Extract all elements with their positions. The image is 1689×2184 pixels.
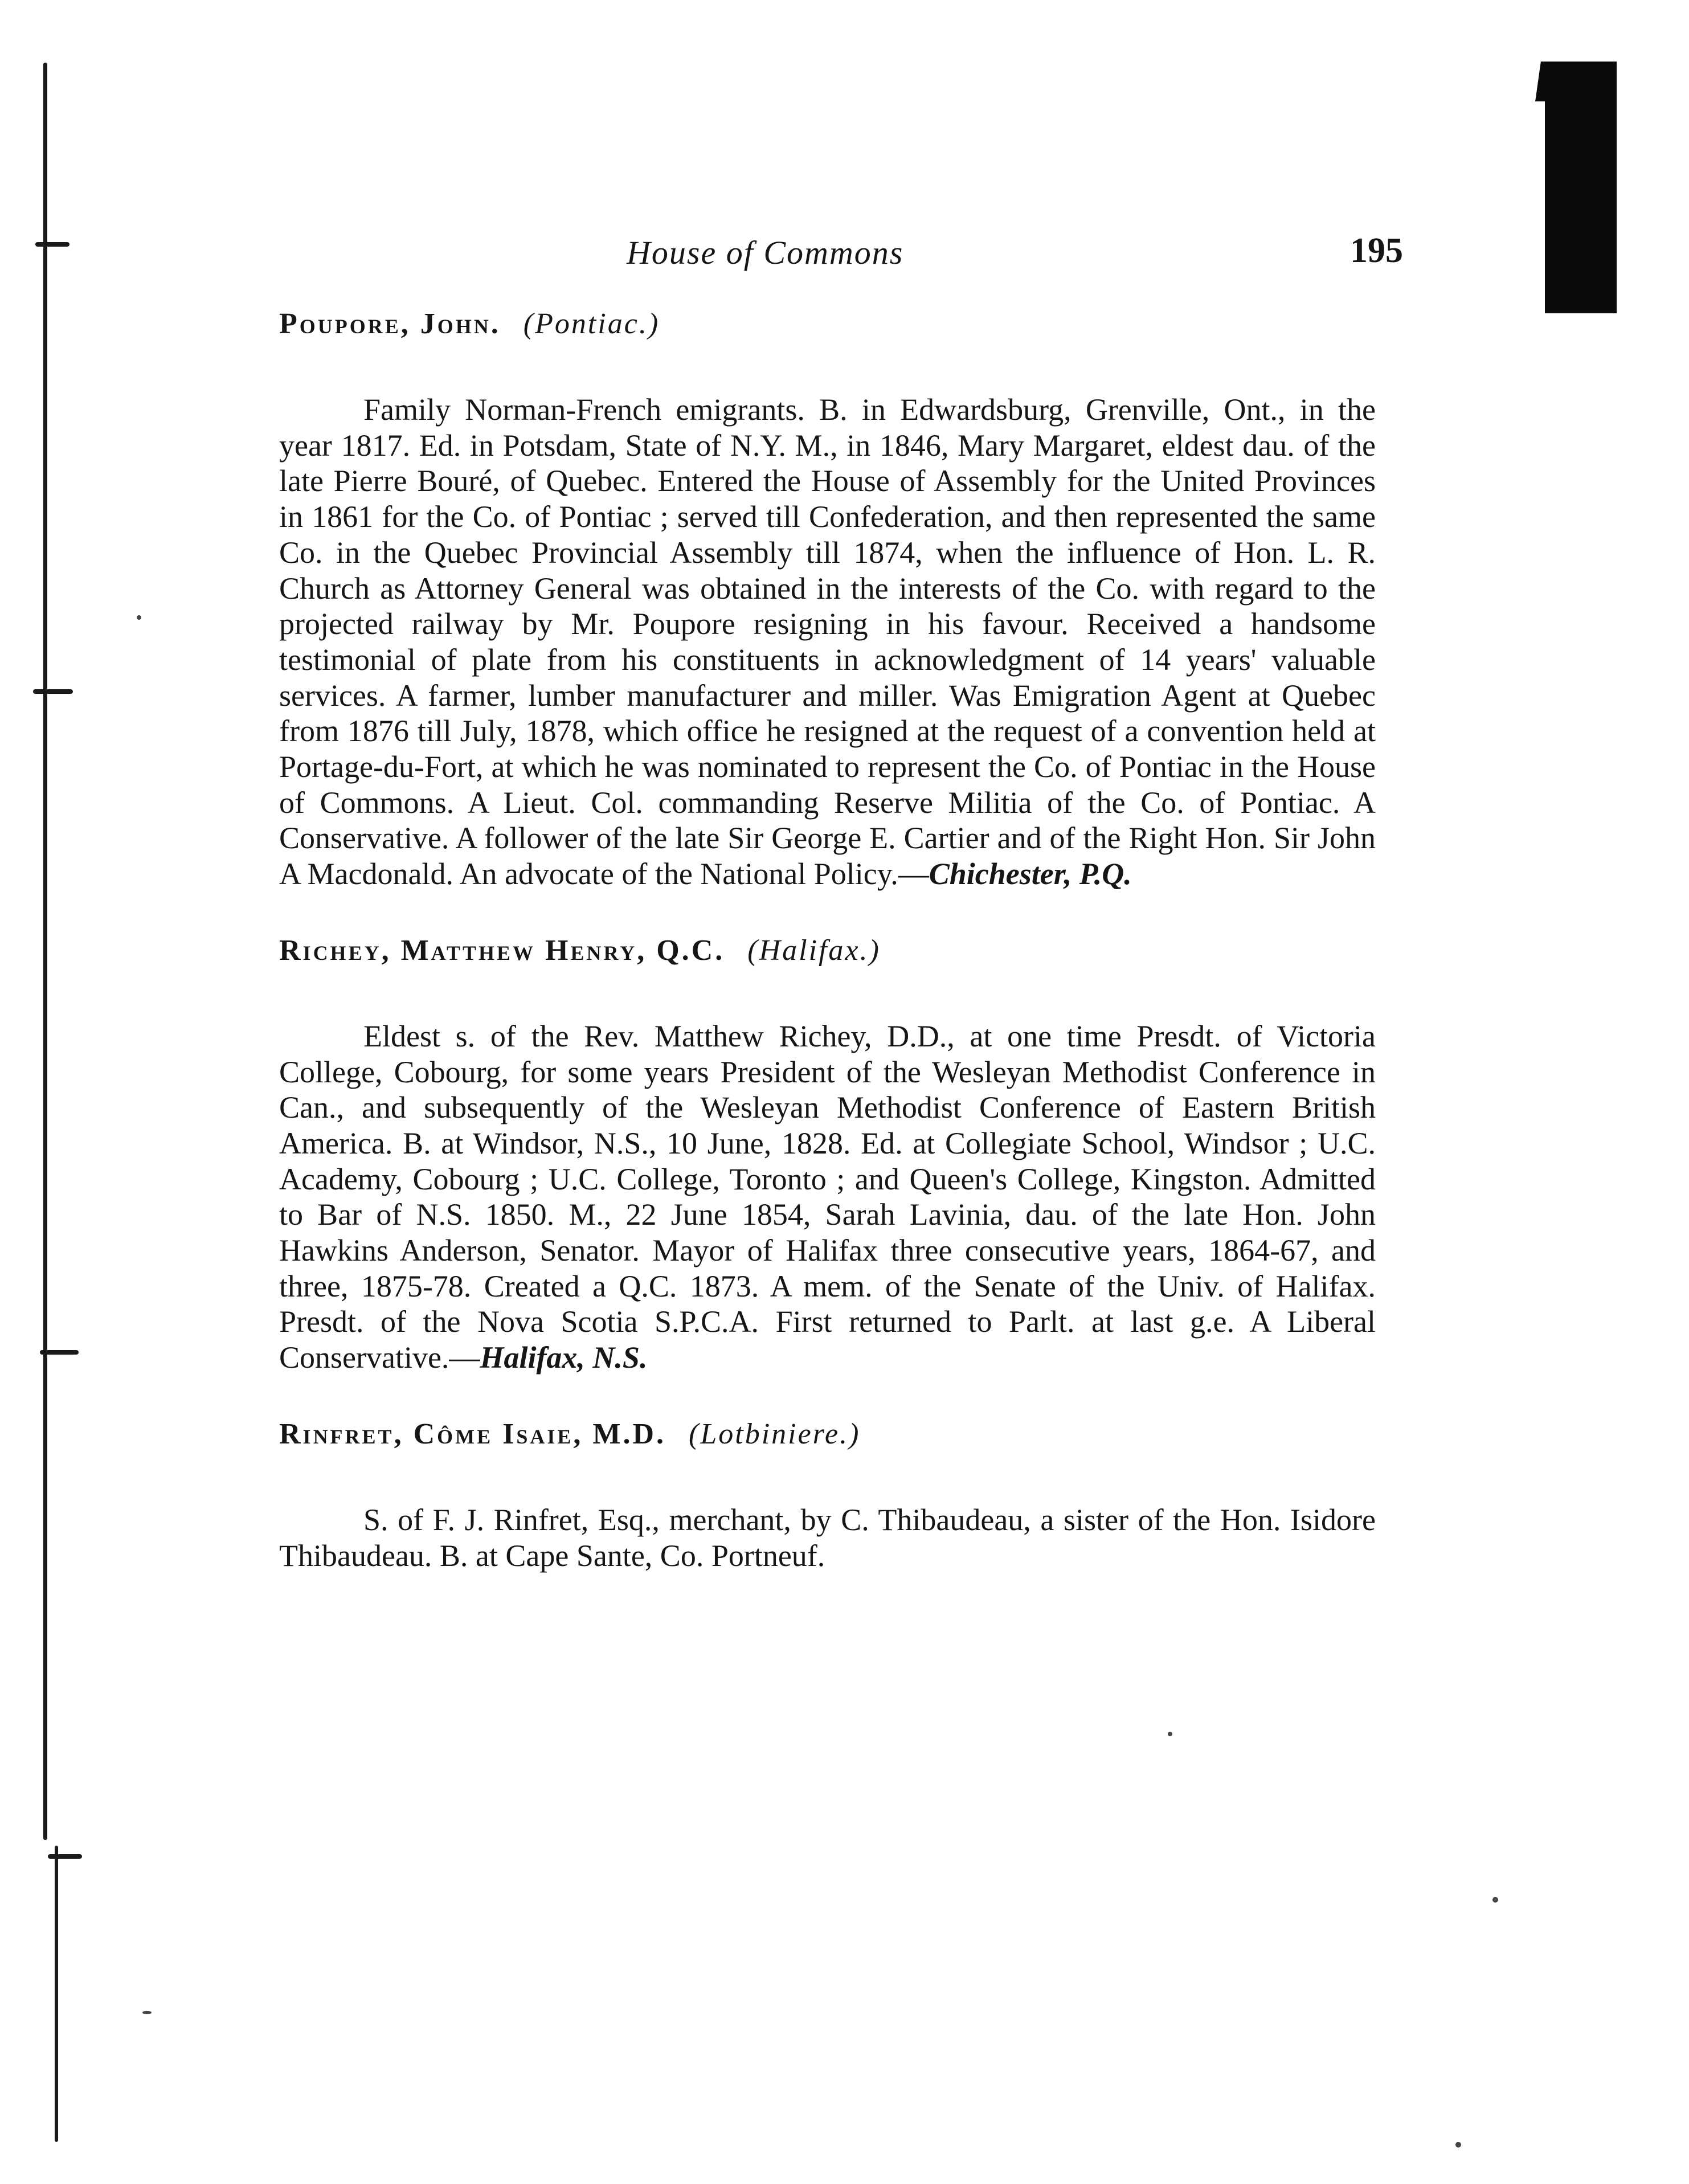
biography-entry-poupore (279, 302, 1376, 892)
entry-body (279, 392, 1376, 892)
entry-heading (279, 1412, 1376, 1457)
binding-tick (48, 1854, 82, 1859)
entry-residence: Chichester, P.Q. (929, 857, 1132, 891)
binding-tick (35, 242, 69, 247)
entry-text: Family Norman-French emigrants. B. in Edwardsburg, Grenville, Ont., in the year 1817. Ed. in Potsdam, State of N.Y. M., in 1846, Mary Margaret, eldest dau. of the late Pierre Bouré, of Quebec. Entered the House of Assembly for the United Provinces in 1861 for the Co. of Pontiac ; served till Confederation, and then represented the same Co. in the Quebec Provincial Assembly till 1874, when the influence of Hon. L. R. Church as Attorney General was obtained in the interests of the Co. with regard to the projected railway by Mr. Poupore resigning in his favour. Received a handsome testimonial of plate from his constituents in acknowledgment of 14 years' valuable services. A farmer, lumber manufacturer and miller. Was Emigration Agent at Quebec from 1876 till July, 1878, which office he resigned at the request of a convention held at Portage-du-Fort, at which he was nominated to represent the Co. of Pontiac in the House of Commons. A Lieut. Col. commanding Reserve Militia of the Co. of Pontiac. A Conservative. A follower of the late Sir George E. Cartier and of the Right Hon. Sir John A Macdonald. An advocate of the National Policy.— (279, 392, 1376, 891)
scan-speck (137, 615, 141, 620)
biography-entry-richey (279, 929, 1376, 1376)
entry-text: S. of F. J. Rinfret, Esq., merchant, by C. Thibaudeau, a sister of the Hon. Isidore Thibaudeau. B. at Cape Sante, Co. Portneuf. (279, 1502, 1376, 1573)
scan-speck (1455, 2142, 1461, 2148)
scan-speck (142, 2011, 152, 2014)
entry-body (279, 1502, 1376, 1573)
text-column (279, 302, 1376, 1573)
binding-edge-line (43, 63, 47, 1840)
binding-tick (40, 1350, 79, 1355)
scan-speck (1492, 1897, 1498, 1903)
running-title: House of Commons (627, 234, 904, 271)
entry-text: Eldest s. of the Rev. Matthew Richey, D.D., at one time Presdt. of Victoria College, Cobourg, for some years President of the Wesleyan Methodist Conference in Can., and subsequently of the Wesleyan Methodist Conference of Eastern British America. B. at Windsor, N.S., 10 June, 1828. Ed. at Collegiate School, Windsor ; U.C. Academy, Cobourg ; U.C. College, Toronto ; and Queen's College, Kingston. Admitted to Bar of N.S. 1850. M., 22 June 1854, Sarah Lavinia, dau. of the late Hon. John Hawkins Anderson, Senator. Mayor of Halifax three consecutive years, 1864-67, and three, 1875-78. Created a Q.C. 1873. A mem. of the Senate of the Univ. of Halifax. Presdt. of the Nova Scotia S.P.C.A. First returned to Parlt. at last g.e. A Liberal Conservative.— (279, 1019, 1376, 1375)
entry-district: (Lotbiniere.) (689, 1417, 861, 1450)
biography-entry-rinfret (279, 1412, 1376, 1573)
binding-edge-line-lower (55, 1846, 58, 2142)
entry-name: Rinfret, Côme Isaie, M.D. (279, 1417, 666, 1450)
entry-name: Poupore, John. (279, 308, 501, 340)
entry-district: (Pontiac.) (523, 308, 660, 340)
entry-heading (279, 302, 1376, 346)
entry-name: Richey, Matthew Henry, Q.C. (279, 934, 725, 967)
entry-district: (Halifax.) (747, 934, 881, 967)
page-number: 195 (1350, 231, 1403, 270)
scan-speck (1168, 1732, 1172, 1736)
entry-residence: Halifax, N.S. (480, 1340, 648, 1375)
entry-heading (279, 929, 1376, 973)
entry-body (279, 1019, 1376, 1376)
binding-tick (33, 689, 73, 694)
